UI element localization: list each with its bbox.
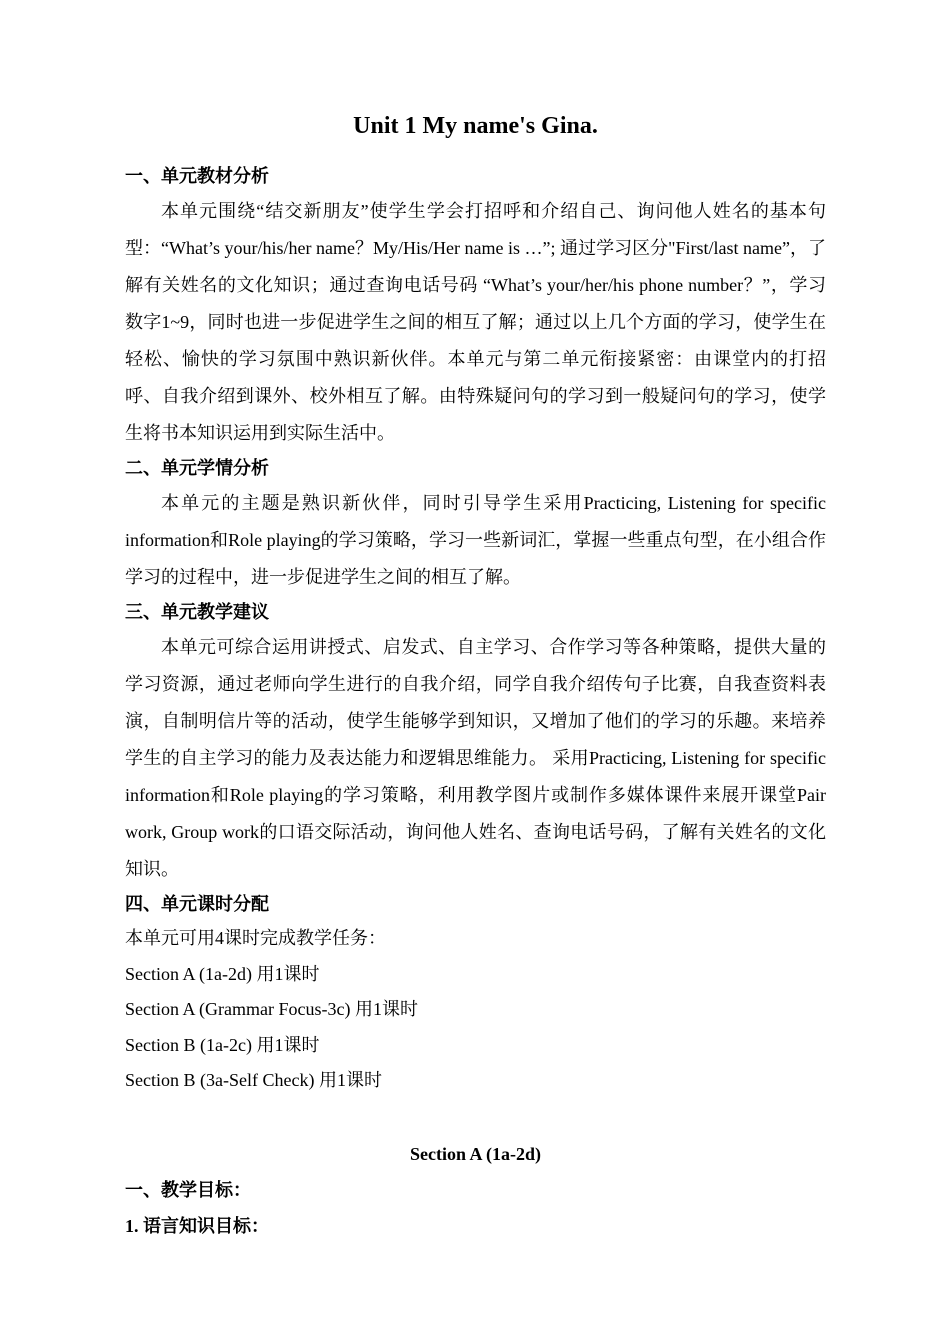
- lesson-allocation-line: Section B (1a-2c) 用1课时: [125, 1034, 320, 1055]
- section-heading-student-analysis: 二、单元学情分析: [125, 458, 269, 478]
- document-title: Unit 1 My name's Gina.: [353, 113, 598, 139]
- paragraph-teaching-suggestions: 本单元可综合运用讲授式、启发式、自主学习、合作学习等各种策略，提供大量的学习资源，通过老师向学生进行的自我介绍，同学自我介绍传句子比赛，自我查资料表演，自制明信片等的活动，使学生能够学到知识，又增加了他们的学习的乐趣。来培养学生的自主学习的能力及表达能力和逻辑思维能力。 采用Practicing, Listening for specific information和Role playing的学习策略，利用教学图片或制作多媒体课件来展开课堂Pair work, Group work的口语交际活动，询问他人姓名、查询电话号码，了解有关姓名的文化知识。: [125, 637, 826, 879]
- teaching-objectives-heading: 一、教学目标：: [125, 1179, 251, 1200]
- section-heading-lesson-allocation: 四、单元课时分配: [125, 894, 269, 914]
- lesson-allocation-line: 本单元可用4课时完成教学任务：: [125, 928, 386, 948]
- section-a-title: Section A (1a-2d): [409, 1143, 541, 1164]
- section-heading-teaching-suggestions: 三、单元教学建议: [125, 602, 269, 622]
- paragraph-textbook-analysis: 本单元围绕“结交新朋友”使学生学会打招呼和介绍自己、询问他人姓名的基本句型：“What’s your/his/her name？My/His/Her name is …”; 通过学习区分"First/last name”，了解有关姓名的文化知识；通过查询电话号码 “What’s your/her/his phone number？”，学习数字1~9，同时也进一步促进学生之间的相互了解；通过以上几个方面的学习，使学生在轻松、愉快的学习氛围中熟识新伙伴。本单元与第二单元衔接紧密：由课堂内的打招呼、自我介绍到课外、校外相互了解。由特殊疑问句的学习到一般疑问句的学习，使学生将书本知识运用到实际生活中。: [125, 201, 826, 443]
- section-heading-textbook-analysis: 一、单元教材分析: [125, 166, 269, 186]
- document-content: [125, 108, 826, 1244]
- lesson-allocation-line: Section A (Grammar Focus-3c) 用1课时: [125, 999, 418, 1019]
- language-knowledge-heading: 1. 语言知识目标：: [125, 1215, 269, 1236]
- lesson-allocation-line: Section A (1a-2d) 用1课时: [125, 963, 320, 984]
- paragraph-student-analysis: 本单元的主题是熟识新伙伴，同时引导学生采用Practicing, Listening for specific information和Role playing的学习策略，学习一些新词汇，掌握一些重点句型，在小组合作学习的过程中，进一步促进学生之间的相互了解。: [125, 493, 826, 587]
- lesson-allocation-line: Section B (3a-Self Check) 用1课时: [125, 1070, 382, 1090]
